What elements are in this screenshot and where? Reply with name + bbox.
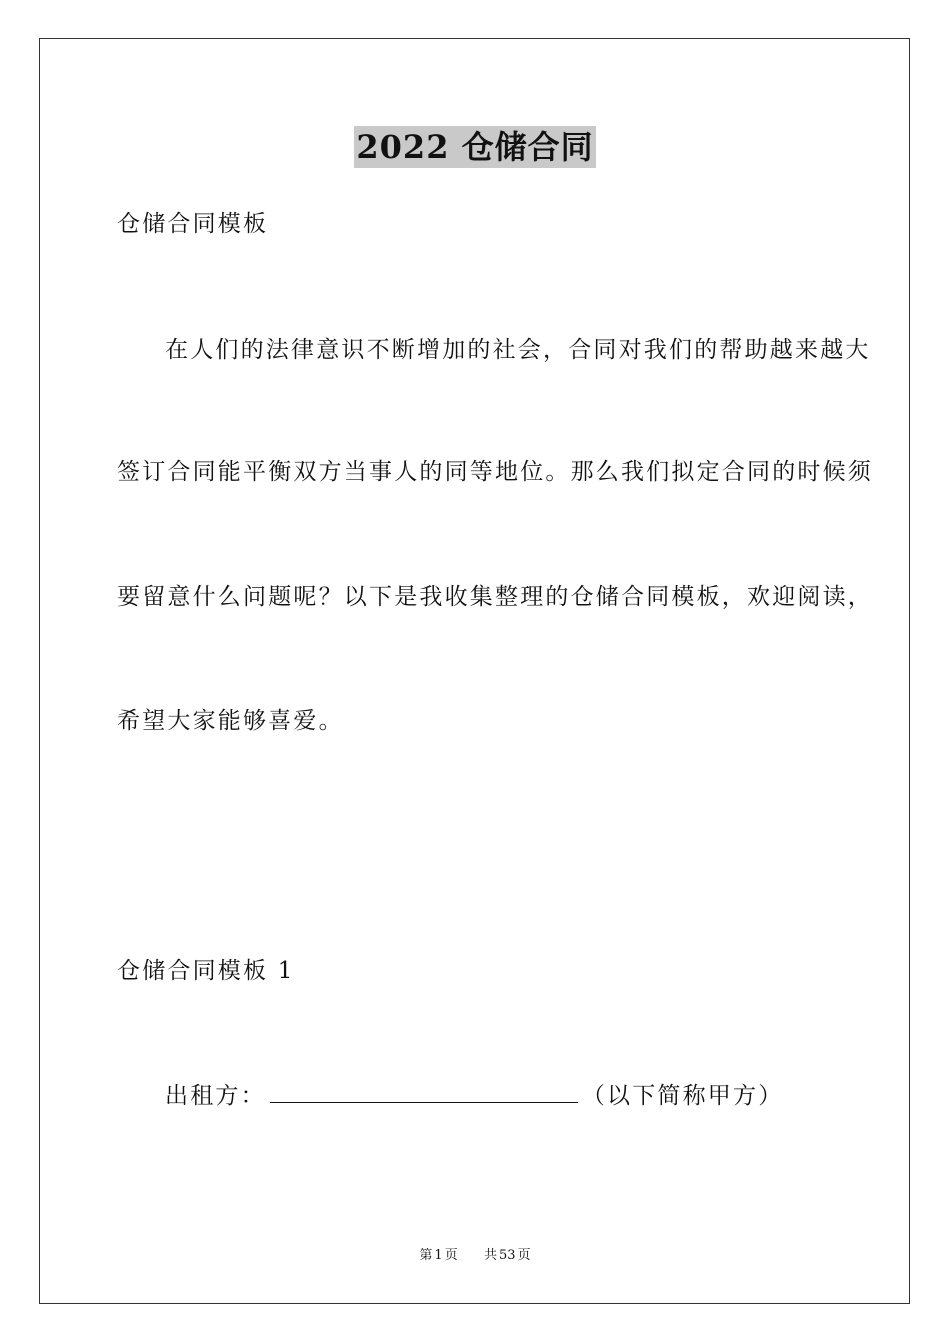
footer-page-prefix: 第 bbox=[419, 1248, 433, 1263]
footer-total-prefix: 共 bbox=[484, 1248, 498, 1263]
document-title: 2022 仓储合同 bbox=[356, 128, 594, 166]
party-line bbox=[165, 1080, 783, 1111]
footer-page-suffix: 页 bbox=[444, 1248, 458, 1263]
title-container bbox=[0, 126, 950, 168]
footer-total-pages: 53 bbox=[499, 1248, 516, 1263]
intro-line-3: 要留意什么问题呢？以下是我收集整理的仓储合同模板，欢迎阅读， bbox=[117, 584, 873, 610]
party-note: （以下简称甲方） bbox=[581, 1083, 784, 1109]
intro-line-2: 签订合同能平衡双方当事人的同等地位。那么我们拟定合同的时候须 bbox=[117, 459, 873, 485]
footer-page-number: 1 bbox=[434, 1248, 443, 1263]
party-label: 出租方： bbox=[165, 1083, 266, 1109]
intro-line-4: 希望大家能够喜爱。 bbox=[117, 708, 344, 734]
intro-line-1: 在人们的法律意识不断增加的社会，合同对我们的帮助越来越大 bbox=[165, 337, 871, 363]
footer-total-suffix: 页 bbox=[517, 1248, 531, 1263]
party-blank-field[interactable] bbox=[270, 1080, 578, 1103]
document-subtitle: 仓储合同模板 bbox=[117, 211, 269, 237]
section-heading: 仓储合同模板 1 bbox=[117, 958, 295, 984]
page-footer bbox=[0, 1247, 950, 1265]
